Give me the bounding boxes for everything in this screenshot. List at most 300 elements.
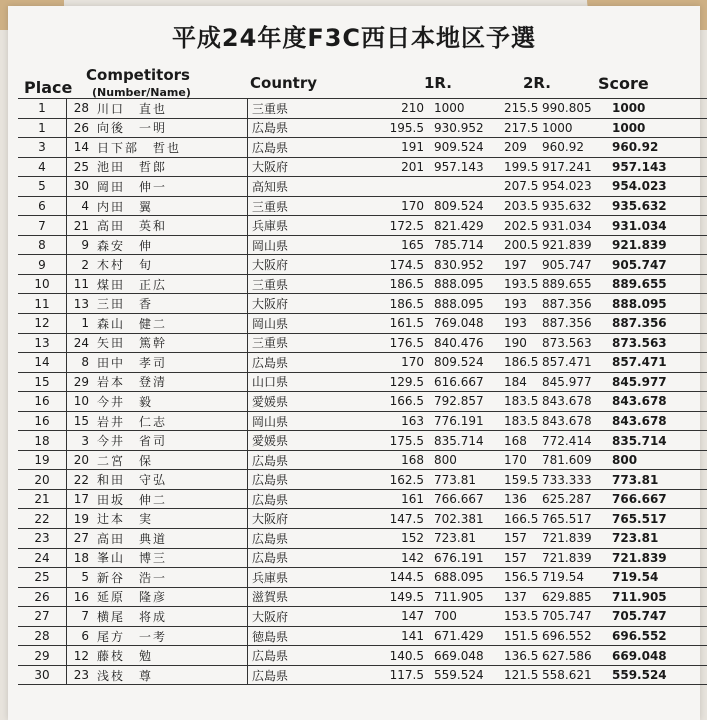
round2-points-cell: 200.5 xyxy=(504,235,542,255)
place-cell: 5 xyxy=(18,177,67,197)
table-row xyxy=(18,568,707,588)
country-cell: 大阪府 xyxy=(248,157,383,177)
round2-score-cell: 954.023 xyxy=(542,177,608,197)
place-cell: 16 xyxy=(18,392,67,412)
name-cell: 川口 直也 xyxy=(93,99,248,119)
table-row xyxy=(18,372,707,392)
place-cell: 26 xyxy=(18,587,67,607)
round2-points-cell: 157 xyxy=(504,529,542,549)
round2-score-cell: 765.517 xyxy=(542,509,608,529)
round2-points-cell: 137 xyxy=(504,587,542,607)
number-cell: 17 xyxy=(67,489,94,509)
score-cell: 935.632 xyxy=(608,196,707,216)
round2-points-cell: 184 xyxy=(504,372,542,392)
round2-points-cell: 202.5 xyxy=(504,216,542,236)
place-cell: 23 xyxy=(18,529,67,549)
country-cell: 岡山県 xyxy=(248,314,383,334)
round1-score-cell: 700 xyxy=(428,607,504,627)
score-cell: 719.54 xyxy=(608,568,707,588)
number-cell: 14 xyxy=(67,138,94,158)
round1-points-cell: 149.5 xyxy=(382,587,428,607)
round1-points-cell: 162.5 xyxy=(382,470,428,490)
round1-points-cell: 147 xyxy=(382,607,428,627)
score-cell: 1000 xyxy=(608,118,707,138)
score-cell: 921.839 xyxy=(608,235,707,255)
table-row xyxy=(18,626,707,646)
number-cell: 4 xyxy=(67,196,94,216)
header-round2: 2R. xyxy=(523,74,551,92)
round1-score-cell: 800 xyxy=(428,450,504,470)
round1-points-cell: 168 xyxy=(382,450,428,470)
country-cell: 大阪府 xyxy=(248,607,383,627)
country-cell: 広島県 xyxy=(248,470,383,490)
round1-score-cell: 835.714 xyxy=(428,431,504,451)
place-cell: 1 xyxy=(18,99,67,119)
place-cell: 11 xyxy=(18,294,67,314)
round2-points-cell: 199.5 xyxy=(504,157,542,177)
name-cell: 煤田 正広 xyxy=(93,274,248,294)
round1-score-cell: 909.524 xyxy=(428,138,504,158)
header-competitors: Competitors xyxy=(86,66,190,84)
score-cell: 721.839 xyxy=(608,548,707,568)
place-cell: 21 xyxy=(18,489,67,509)
round1-score-cell: 688.095 xyxy=(428,568,504,588)
round2-points-cell: 136 xyxy=(504,489,542,509)
round1-points-cell: 170 xyxy=(382,353,428,373)
place-cell: 3 xyxy=(18,138,67,158)
score-cell: 873.563 xyxy=(608,333,707,353)
round1-score-cell: 1000 xyxy=(428,99,504,119)
round2-points-cell: 197 xyxy=(504,255,542,275)
name-cell: 岡田 伸一 xyxy=(93,177,248,197)
round1-score-cell: 792.857 xyxy=(428,392,504,412)
name-cell: 高田 典道 xyxy=(93,529,248,549)
table-row xyxy=(18,177,707,197)
round1-score-cell: 671.429 xyxy=(428,626,504,646)
score-cell: 1000 xyxy=(608,99,707,119)
country-cell: 三重県 xyxy=(248,333,383,353)
header-place: Place xyxy=(24,78,73,97)
round2-points-cell: 215.5 xyxy=(504,99,542,119)
round1-score-cell: 888.095 xyxy=(428,294,504,314)
round1-points-cell: 129.5 xyxy=(382,372,428,392)
table-row xyxy=(18,489,707,509)
table-row xyxy=(18,411,707,431)
table-row xyxy=(18,353,707,373)
round2-score-cell: 905.747 xyxy=(542,255,608,275)
round2-score-cell: 721.839 xyxy=(542,529,608,549)
score-cell: 723.81 xyxy=(608,529,707,549)
country-cell: 徳島県 xyxy=(248,626,383,646)
round1-points-cell: 170 xyxy=(382,196,428,216)
table-row xyxy=(18,548,707,568)
table-row xyxy=(18,529,707,549)
table-row xyxy=(18,157,707,177)
name-cell: 峯山 博三 xyxy=(93,548,248,568)
number-cell: 16 xyxy=(67,587,94,607)
table-row xyxy=(18,255,707,275)
round2-score-cell: 857.471 xyxy=(542,353,608,373)
place-cell: 22 xyxy=(18,509,67,529)
number-cell: 20 xyxy=(67,450,94,470)
score-cell: 957.143 xyxy=(608,157,707,177)
round2-points-cell: 209 xyxy=(504,138,542,158)
place-cell: 18 xyxy=(18,431,67,451)
round2-score-cell: 558.621 xyxy=(542,665,608,685)
country-cell: 三重県 xyxy=(248,196,383,216)
country-cell: 三重県 xyxy=(248,274,383,294)
round2-points-cell: 153.5 xyxy=(504,607,542,627)
country-cell: 滋賀県 xyxy=(248,587,383,607)
round2-score-cell: 960.92 xyxy=(542,138,608,158)
country-cell: 三重県 xyxy=(248,99,383,119)
number-cell: 28 xyxy=(67,99,94,119)
country-cell: 広島県 xyxy=(248,489,383,509)
round2-score-cell: 935.632 xyxy=(542,196,608,216)
round2-points-cell: 186.5 xyxy=(504,353,542,373)
results-table xyxy=(18,98,707,685)
round2-score-cell: 1000 xyxy=(542,118,608,138)
score-cell: 843.678 xyxy=(608,392,707,412)
country-cell: 大阪府 xyxy=(248,255,383,275)
number-cell: 7 xyxy=(67,607,94,627)
round2-points-cell: 190 xyxy=(504,333,542,353)
number-cell: 11 xyxy=(67,274,94,294)
round2-points-cell: 136.5 xyxy=(504,646,542,666)
number-cell: 13 xyxy=(67,294,94,314)
round2-score-cell: 845.977 xyxy=(542,372,608,392)
place-cell: 4 xyxy=(18,157,67,177)
place-cell: 14 xyxy=(18,353,67,373)
country-cell: 兵庫県 xyxy=(248,216,383,236)
round2-points-cell: 166.5 xyxy=(504,509,542,529)
number-cell: 27 xyxy=(67,529,94,549)
number-cell: 24 xyxy=(67,333,94,353)
number-cell: 10 xyxy=(67,392,94,412)
round2-score-cell: 719.54 xyxy=(542,568,608,588)
round1-score-cell: 766.667 xyxy=(428,489,504,509)
round1-score-cell: 702.381 xyxy=(428,509,504,529)
place-cell: 8 xyxy=(18,235,67,255)
round1-points-cell: 175.5 xyxy=(382,431,428,451)
country-cell: 広島県 xyxy=(248,118,383,138)
round1-score-cell: 676.191 xyxy=(428,548,504,568)
number-cell: 6 xyxy=(67,626,94,646)
name-cell: 木村 旬 xyxy=(93,255,248,275)
results-sheet xyxy=(8,6,700,720)
name-cell: 岩井 仁志 xyxy=(93,411,248,431)
name-cell: 延原 隆彦 xyxy=(93,587,248,607)
round1-score-cell: 723.81 xyxy=(428,529,504,549)
name-cell: 矢田 篤幹 xyxy=(93,333,248,353)
number-cell: 18 xyxy=(67,548,94,568)
round1-points-cell: 174.5 xyxy=(382,255,428,275)
round1-points-cell: 144.5 xyxy=(382,568,428,588)
round1-points-cell: 201 xyxy=(382,157,428,177)
number-cell: 29 xyxy=(67,372,94,392)
score-cell: 843.678 xyxy=(608,411,707,431)
place-cell: 12 xyxy=(18,314,67,334)
country-cell: 広島県 xyxy=(248,138,383,158)
round1-points-cell: 191 xyxy=(382,138,428,158)
round2-points-cell: 156.5 xyxy=(504,568,542,588)
name-cell: 藤枝 勉 xyxy=(93,646,248,666)
name-cell: 向後 一明 xyxy=(93,118,248,138)
round1-points-cell: 140.5 xyxy=(382,646,428,666)
round1-score-cell: 830.952 xyxy=(428,255,504,275)
table-row xyxy=(18,294,707,314)
round2-score-cell: 696.552 xyxy=(542,626,608,646)
round1-points-cell: 195.5 xyxy=(382,118,428,138)
round1-score-cell: 769.048 xyxy=(428,314,504,334)
place-cell: 27 xyxy=(18,607,67,627)
round1-score-cell: 957.143 xyxy=(428,157,504,177)
name-cell: 高田 英和 xyxy=(93,216,248,236)
table-row xyxy=(18,646,707,666)
round1-points-cell: 161 xyxy=(382,489,428,509)
round1-score-cell: 776.191 xyxy=(428,411,504,431)
country-cell: 広島県 xyxy=(248,665,383,685)
country-cell: 山口県 xyxy=(248,372,383,392)
round1-score-cell: 821.429 xyxy=(428,216,504,236)
header-competitors-sub: (Number/Name) xyxy=(92,86,191,99)
table-row xyxy=(18,274,707,294)
round1-score-cell: 840.476 xyxy=(428,333,504,353)
number-cell: 2 xyxy=(67,255,94,275)
name-cell: 森山 健二 xyxy=(93,314,248,334)
round1-score-cell: 809.524 xyxy=(428,353,504,373)
number-cell: 22 xyxy=(67,470,94,490)
table-row xyxy=(18,431,707,451)
round2-score-cell: 721.839 xyxy=(542,548,608,568)
round1-points-cell xyxy=(382,177,428,197)
country-cell: 岡山県 xyxy=(248,235,383,255)
round2-points-cell: 159.5 xyxy=(504,470,542,490)
country-cell: 広島県 xyxy=(248,529,383,549)
table-row xyxy=(18,118,707,138)
round1-score-cell: 773.81 xyxy=(428,470,504,490)
round2-score-cell: 931.034 xyxy=(542,216,608,236)
round2-score-cell: 873.563 xyxy=(542,333,608,353)
place-cell: 1 xyxy=(18,118,67,138)
number-cell: 1 xyxy=(67,314,94,334)
round1-points-cell: 186.5 xyxy=(382,294,428,314)
number-cell: 9 xyxy=(67,235,94,255)
round2-points-cell: 170 xyxy=(504,450,542,470)
place-cell: 10 xyxy=(18,274,67,294)
round1-points-cell: 166.5 xyxy=(382,392,428,412)
round2-score-cell: 627.586 xyxy=(542,646,608,666)
table-row xyxy=(18,392,707,412)
round2-score-cell: 733.333 xyxy=(542,470,608,490)
name-cell: 横尾 将成 xyxy=(93,607,248,627)
round1-points-cell: 176.5 xyxy=(382,333,428,353)
round2-points-cell: 207.5 xyxy=(504,177,542,197)
score-cell: 765.517 xyxy=(608,509,707,529)
round2-score-cell: 887.356 xyxy=(542,314,608,334)
place-cell: 16 xyxy=(18,411,67,431)
place-cell: 25 xyxy=(18,568,67,588)
score-cell: 931.034 xyxy=(608,216,707,236)
number-cell: 8 xyxy=(67,353,94,373)
table-row xyxy=(18,470,707,490)
name-cell: 岩本 登清 xyxy=(93,372,248,392)
score-cell: 800 xyxy=(608,450,707,470)
round1-score-cell xyxy=(428,177,504,197)
score-cell: 889.655 xyxy=(608,274,707,294)
round2-score-cell: 889.655 xyxy=(542,274,608,294)
round2-score-cell: 887.356 xyxy=(542,294,608,314)
round1-points-cell: 117.5 xyxy=(382,665,428,685)
round2-points-cell: 151.5 xyxy=(504,626,542,646)
score-cell: 773.81 xyxy=(608,470,707,490)
round2-points-cell: 193.5 xyxy=(504,274,542,294)
score-cell: 559.524 xyxy=(608,665,707,685)
header-round1: 1R. xyxy=(424,74,452,92)
table-row xyxy=(18,587,707,607)
number-cell: 30 xyxy=(67,177,94,197)
round2-points-cell: 193 xyxy=(504,314,542,334)
round2-points-cell: 157 xyxy=(504,548,542,568)
round1-points-cell: 165 xyxy=(382,235,428,255)
round1-points-cell: 172.5 xyxy=(382,216,428,236)
table-row xyxy=(18,450,707,470)
round2-points-cell: 168 xyxy=(504,431,542,451)
round2-score-cell: 843.678 xyxy=(542,411,608,431)
table-row xyxy=(18,509,707,529)
name-cell: 新谷 浩一 xyxy=(93,568,248,588)
name-cell: 二宮 保 xyxy=(93,450,248,470)
country-cell: 兵庫県 xyxy=(248,568,383,588)
place-cell: 7 xyxy=(18,216,67,236)
round1-points-cell: 210 xyxy=(382,99,428,119)
score-cell: 766.667 xyxy=(608,489,707,509)
number-cell: 19 xyxy=(67,509,94,529)
name-cell: 辻本 実 xyxy=(93,509,248,529)
country-cell: 岡山県 xyxy=(248,411,383,431)
page-title: 平成24年度F3C西日本地区予選 xyxy=(171,24,537,52)
place-cell: 13 xyxy=(18,333,67,353)
score-cell: 888.095 xyxy=(608,294,707,314)
round2-score-cell: 625.287 xyxy=(542,489,608,509)
score-cell: 711.905 xyxy=(608,587,707,607)
table-row xyxy=(18,99,707,119)
round1-score-cell: 669.048 xyxy=(428,646,504,666)
round2-points-cell: 193 xyxy=(504,294,542,314)
number-cell: 23 xyxy=(67,665,94,685)
country-cell: 広島県 xyxy=(248,548,383,568)
name-cell: 田坂 伸二 xyxy=(93,489,248,509)
round1-score-cell: 559.524 xyxy=(428,665,504,685)
table-row xyxy=(18,216,707,236)
results-body xyxy=(18,99,707,685)
name-cell: 浅枝 尊 xyxy=(93,665,248,685)
country-cell: 愛媛県 xyxy=(248,431,383,451)
table-row xyxy=(18,314,707,334)
place-cell: 24 xyxy=(18,548,67,568)
place-cell: 20 xyxy=(18,470,67,490)
score-cell: 845.977 xyxy=(608,372,707,392)
round2-score-cell: 705.747 xyxy=(542,607,608,627)
score-cell: 954.023 xyxy=(608,177,707,197)
round1-score-cell: 616.667 xyxy=(428,372,504,392)
round1-score-cell: 809.524 xyxy=(428,196,504,216)
number-cell: 3 xyxy=(67,431,94,451)
place-cell: 29 xyxy=(18,646,67,666)
place-cell: 28 xyxy=(18,626,67,646)
round2-points-cell: 203.5 xyxy=(504,196,542,216)
country-cell: 広島県 xyxy=(248,450,383,470)
header-score: Score xyxy=(598,74,649,93)
table-row xyxy=(18,235,707,255)
place-cell: 15 xyxy=(18,372,67,392)
table-row xyxy=(18,607,707,627)
number-cell: 25 xyxy=(67,157,94,177)
place-cell: 6 xyxy=(18,196,67,216)
score-cell: 705.747 xyxy=(608,607,707,627)
round2-score-cell: 843.678 xyxy=(542,392,608,412)
round1-score-cell: 711.905 xyxy=(428,587,504,607)
country-cell: 大阪府 xyxy=(248,294,383,314)
number-cell: 26 xyxy=(67,118,94,138)
round1-points-cell: 163 xyxy=(382,411,428,431)
number-cell: 5 xyxy=(67,568,94,588)
number-cell: 12 xyxy=(67,646,94,666)
country-cell: 愛媛県 xyxy=(248,392,383,412)
table-row xyxy=(18,333,707,353)
name-cell: 森安 伸 xyxy=(93,235,248,255)
number-cell: 21 xyxy=(67,216,94,236)
score-cell: 857.471 xyxy=(608,353,707,373)
header-country: Country xyxy=(250,74,318,92)
name-cell: 日下部 哲也 xyxy=(93,138,248,158)
name-cell: 田中 孝司 xyxy=(93,353,248,373)
round2-points-cell: 183.5 xyxy=(504,411,542,431)
name-cell: 池田 哲郎 xyxy=(93,157,248,177)
place-cell: 9 xyxy=(18,255,67,275)
table-row xyxy=(18,196,707,216)
round2-points-cell: 183.5 xyxy=(504,392,542,412)
name-cell: 今井 毅 xyxy=(93,392,248,412)
round2-score-cell: 772.414 xyxy=(542,431,608,451)
round2-points-cell: 217.5 xyxy=(504,118,542,138)
round1-points-cell: 152 xyxy=(382,529,428,549)
round1-points-cell: 141 xyxy=(382,626,428,646)
table-row xyxy=(18,665,707,685)
name-cell: 今井 省司 xyxy=(93,431,248,451)
number-cell: 15 xyxy=(67,411,94,431)
score-cell: 696.552 xyxy=(608,626,707,646)
round1-points-cell: 186.5 xyxy=(382,274,428,294)
score-cell: 887.356 xyxy=(608,314,707,334)
round1-points-cell: 142 xyxy=(382,548,428,568)
score-cell: 669.048 xyxy=(608,646,707,666)
round2-score-cell: 629.885 xyxy=(542,587,608,607)
country-cell: 高知県 xyxy=(248,177,383,197)
country-cell: 大阪府 xyxy=(248,509,383,529)
place-cell: 30 xyxy=(18,665,67,685)
place-cell: 19 xyxy=(18,450,67,470)
round2-score-cell: 921.839 xyxy=(542,235,608,255)
round1-score-cell: 930.952 xyxy=(428,118,504,138)
round1-points-cell: 161.5 xyxy=(382,314,428,334)
country-cell: 広島県 xyxy=(248,646,383,666)
table-row xyxy=(18,138,707,158)
country-cell: 広島県 xyxy=(248,353,383,373)
round2-score-cell: 917.241 xyxy=(542,157,608,177)
score-cell: 960.92 xyxy=(608,138,707,158)
score-cell: 905.747 xyxy=(608,255,707,275)
